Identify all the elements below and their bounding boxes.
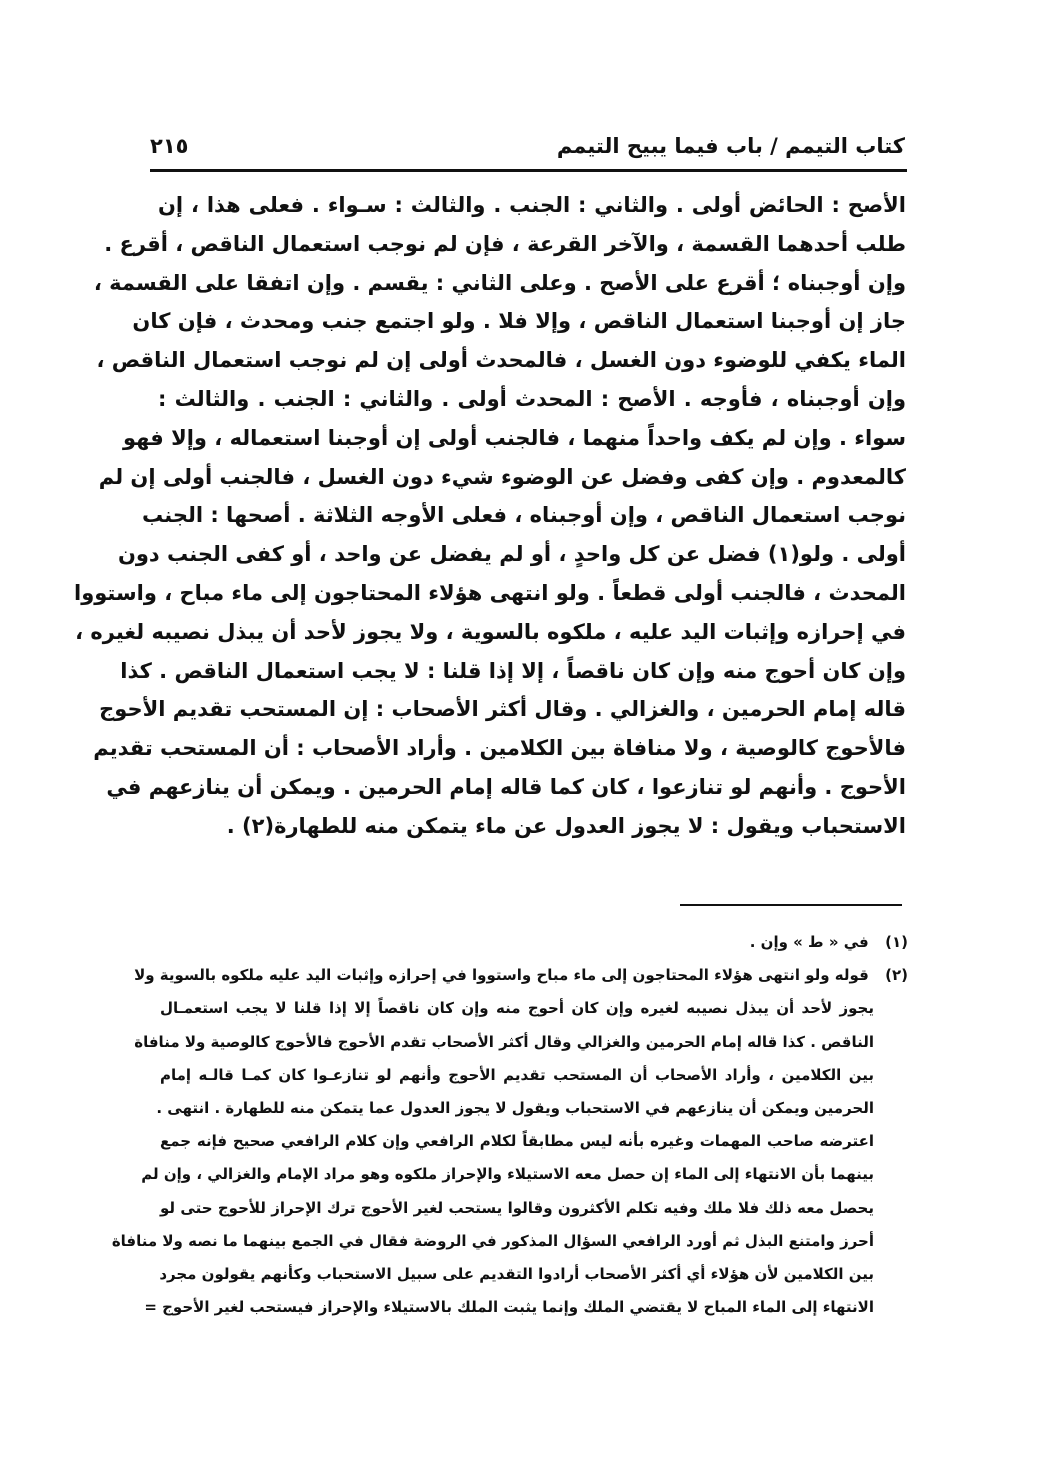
text-line: وإن أوجبناه ؛ أقرع على الأصح . وعلى الثاني : يقسم . وإن اتفقا على القسمة ،: [93, 270, 906, 295]
text-line: الأصح : الحائض أولى . والثاني : الجنب . والثالث : سـواء . فعلى هذا ، إن: [158, 193, 906, 217]
text-line: سواء . وإن لم يكف واحداً منهما ، فالجنب أولى إن أوجبنا استعماله ، وإلا فهو: [122, 425, 906, 450]
text-line: الاستحباب ويقول : لا يجوز العدول عن ماء يتمكن منه للطهارة(٢) .: [226, 813, 906, 838]
text-line: وإن أوجبناه ، فأوجه . الأصح : المحدث أولى . والثاني : الجنب . والثالث :: [158, 386, 906, 411]
page-number: ٢١٥: [150, 134, 189, 158]
text-line: فالأحوج كالوصية ، ولا منافاة بين الكلامين . وأراد الأصحاب : أن المستحب تقديم: [93, 736, 906, 761]
text-line: طلب أحدهما القسمة ، والآخر القرعة ، فإن لم نوجب استعمال الناقص ، أقرع .: [104, 231, 906, 256]
text-line: نوجب استعمال الناقص ، وإن أوجبناه ، فعلى الأوجه الثلاثة . أصحها : الجنب: [142, 503, 906, 528]
header-rule: [150, 169, 907, 172]
footnote-line: بين الكلامين ، وأراد الأصحاب أن المستحب تقديم الأحوج وأنهم لو تنازعـوا كان كمـا قالـه إمام: [160, 1065, 874, 1084]
text-line: المحدث ، فالجنب أولى قطعاً . ولو انتهى هؤلاء المحتاجون إلى ماء مباح ، واستووا: [74, 580, 906, 605]
footnote-text: في « ط » وإن .: [749, 933, 869, 951]
text-line: جاز إن أوجبنا استعمال الناقص ، وإلا فلا . ولو اجتمع جنب ومحدث ، فإن كان: [132, 309, 906, 334]
footnote-line: اعترضه صاحب المهمات وغيره بأنه ليس مطابقاً لكلام الرافعي وإن كلام الرافعي صحيح فإنه جمع: [160, 1132, 874, 1151]
footnote-line: بين الكلامين لأن هؤلاء أي أكثر الأصحاب أرادوا التقديم على سبيل الاستحباب وكأنهم يقولون مجرد: [159, 1264, 874, 1283]
text-line: الأحوج . وأنهم لو تنازعوا ، كان كما قاله إمام الحرمين . ويمكن أن ينازعهم في: [106, 774, 906, 799]
text-line: كالمعدوم . وإن كفى وفضل عن الوضوء شيء دون الغسل ، فالجنب أولى إن لم: [98, 464, 906, 489]
footnote-line: أحرز وامتنع البذل ثم أورد الرافعي السؤال المذكور في الروضة فقال في الجمع بينهما ما نصه ولا منافاة: [111, 1231, 874, 1250]
footnote-line: يحصل معه ذلك فلا ملك وفيه تكلم الأكثرون وقالوا يستحب لغير الأحوج ترك الإحراز للأحوج حتى لو: [160, 1198, 874, 1217]
footnote-line: بينهما بأن الانتهاء إلى الماء إن حصل معه الاستيلاء والإحراز ملكوه وهو مراد الإمام والغزالي ، وإن لم: [141, 1165, 874, 1184]
footnote-separator: [680, 904, 902, 906]
footnote-1: [160, 926, 908, 959]
main-text: [74, 186, 906, 846]
footnote-line: يجوز لأحد أن يبذل نصيبه لغيره وإن كان أحوج منه وإن كان ناقصاً إلا إذا قلنا لا يجب استعمـال: [160, 999, 874, 1018]
footnote-number: (١): [885, 933, 908, 951]
running-title: كتاب التيمم / باب فيما يبيح التيمم: [556, 134, 905, 158]
footnotes: [111, 926, 908, 1324]
text-line: أولى . ولو(١) فضل عن كل واحدٍ ، أو لم يفضل عن واحد ، أو كفى الجنب دون: [117, 542, 906, 567]
footnote-2: [134, 959, 908, 992]
text-line: وإن كان أحوج منه وإن كان ناقصاً ، إلا إذا قلنا : لا يجب استعمال الناقص . كذا: [120, 658, 906, 683]
running-header: [150, 130, 905, 166]
text-line: قاله إمام الحرمين ، والغزالي . وقال أكثر الأصحاب : إن المستحب تقديم الأحوج: [99, 697, 906, 722]
text-line: الماء يكفي للوضوء دون الغسل ، فالمحدث أولى إن لم نوجب استعمال الناقص ،: [96, 348, 906, 373]
footnote-line: الناقص . كذا قاله إمام الحرمين والغزالي وقال أكثر الأصحاب تقدم الأحوج فالأحوج كالوصية ولا منافاة: [134, 1032, 874, 1051]
footnote-number: (٢): [885, 966, 908, 985]
footnote-line: الانتهاء إلى الماء المباح لا يقتضي الملك وإنما يثبت الملك بالاستيلاء والإحراز فيستحب لغير الأحوج =: [144, 1298, 874, 1317]
footnote-text: قوله ولو انتهى هؤلاء المحتاجون إلى ماء مباح واستووا في إحرازه وإثبات اليد عليه ملكوه بالسوية ولا: [134, 966, 869, 985]
text-line: في إحرازه وإثبات اليد عليه ، ملكوه بالسوية ، ولا يجوز لأحد أن يبذل نصيبه لغيره ،: [75, 619, 906, 644]
footnote-line: الحرمين ويمكن أن ينازعهم في الاستحباب ويقول لا يجوز العدول عما يتمكن منه للطهارة . انتهى .: [156, 1098, 874, 1117]
